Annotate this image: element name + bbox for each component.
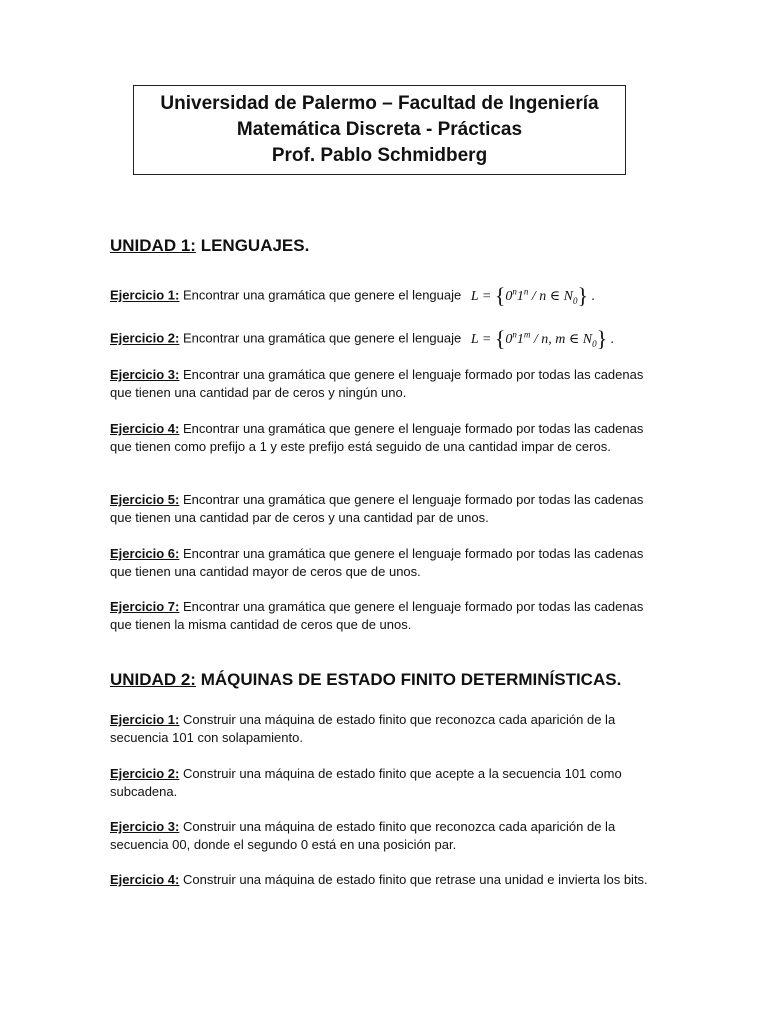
unit-1-exercise-3 — [110, 366, 655, 402]
exercise-label: Ejercicio 1: — [110, 287, 180, 303]
unit-1-heading — [110, 236, 309, 256]
exercise-label: Ejercicio 2: — [110, 766, 180, 781]
exercise-text: Encontrar una gramática que genere el lenguaje formado por todas las cadenas que tienen una cantidad par de ceros y una cantidad par de unos. — [110, 492, 644, 525]
exercise-label: Ejercicio 7: — [110, 599, 180, 614]
exercise-text: Encontrar una gramática que genere el lenguaje formado por todas las cadenas que tienen una cantidad par de ceros y ningún uno. — [110, 367, 644, 400]
exercise-label: Ejercicio 1: — [110, 712, 180, 727]
exercise-text: Encontrar una gramática que genere el lenguaje formado por todas las cadenas que tienen una cantidad mayor de ceros que de unos. — [110, 546, 644, 579]
language-formula: L = {0$^n$1$^m$ / n, m ∈ $N_0$} . — [470, 325, 615, 351]
exercise-text: Encontrar una gramática que genere el lenguaje — [183, 287, 462, 303]
course-title: Matemática Discreta - Prácticas — [236, 119, 523, 140]
exercise-text: Construir una máquina de estado finito que retrase una unidad e invierta los bits. — [183, 872, 648, 887]
exercise-label: Ejercicio 3: — [110, 819, 180, 834]
exercise-label: Ejercicio 3: — [110, 367, 180, 382]
exercise-label: Ejercicio 6: — [110, 546, 180, 561]
university-title: Universidad de Palermo – Facultad de Ingeniería — [160, 93, 599, 114]
unit-2-exercise-1 — [110, 711, 655, 747]
exercise-text: Encontrar una gramática que genere el lenguaje formado por todas las cadenas que tienen la misma cantidad de ceros que de unos. — [110, 599, 644, 632]
exercise-label: Ejercicio 2: — [110, 330, 180, 346]
unit-1-exercise-5 — [110, 491, 655, 527]
unit-1-exercise-4 — [110, 420, 655, 456]
unit-2-id: UNIDAD 2: — [110, 670, 196, 689]
exercise-text: Construir una máquina de estado finito que acepte a la secuencia 101 como subcadena. — [110, 766, 622, 799]
exercise-label: Ejercicio 4: — [110, 421, 180, 436]
unit-2-exercise-2 — [110, 765, 655, 801]
language-formula: L = {0$^n$1$^n$ / n ∈ $N_0$} . — [470, 282, 596, 308]
exercise-text: Encontrar una gramática que genere el lenguaje formado por todas las cadenas que tienen como prefijo a 1 y este prefijo está seguido de una cantidad impar de ceros. — [110, 421, 644, 454]
unit-2-exercise-3 — [110, 818, 655, 854]
unit-2-title: MÁQUINAS DE ESTADO FINITO DETERMINÍSTICAS. — [200, 670, 622, 689]
unit-1-title: LENGUAJES. — [200, 236, 310, 255]
unit-1-exercise-7 — [110, 598, 655, 634]
unit-1-exercise-6 — [110, 545, 655, 581]
exercise-label: Ejercicio 4: — [110, 872, 180, 887]
unit-2-heading — [110, 670, 621, 690]
exercise-text: Construir una máquina de estado finito que reconozca cada aparición de la secuencia 00, donde el segundo 0 está en una posición par. — [110, 819, 616, 852]
unit-1-exercise-2 — [110, 325, 655, 352]
exercise-label: Ejercicio 5: — [110, 492, 180, 507]
unit-1-exercise-1 — [110, 282, 655, 309]
document-header — [133, 85, 626, 175]
unit-2-exercise-4 — [110, 871, 655, 889]
professor-name: Prof. Pablo Schmidberg — [271, 145, 488, 166]
exercise-text: Encontrar una gramática que genere el lenguaje — [183, 330, 462, 346]
unit-1-id: UNIDAD 1: — [110, 236, 196, 255]
exercise-text: Construir una máquina de estado finito que reconozca cada aparición de la secuencia 101 con solapamiento. — [110, 712, 616, 745]
